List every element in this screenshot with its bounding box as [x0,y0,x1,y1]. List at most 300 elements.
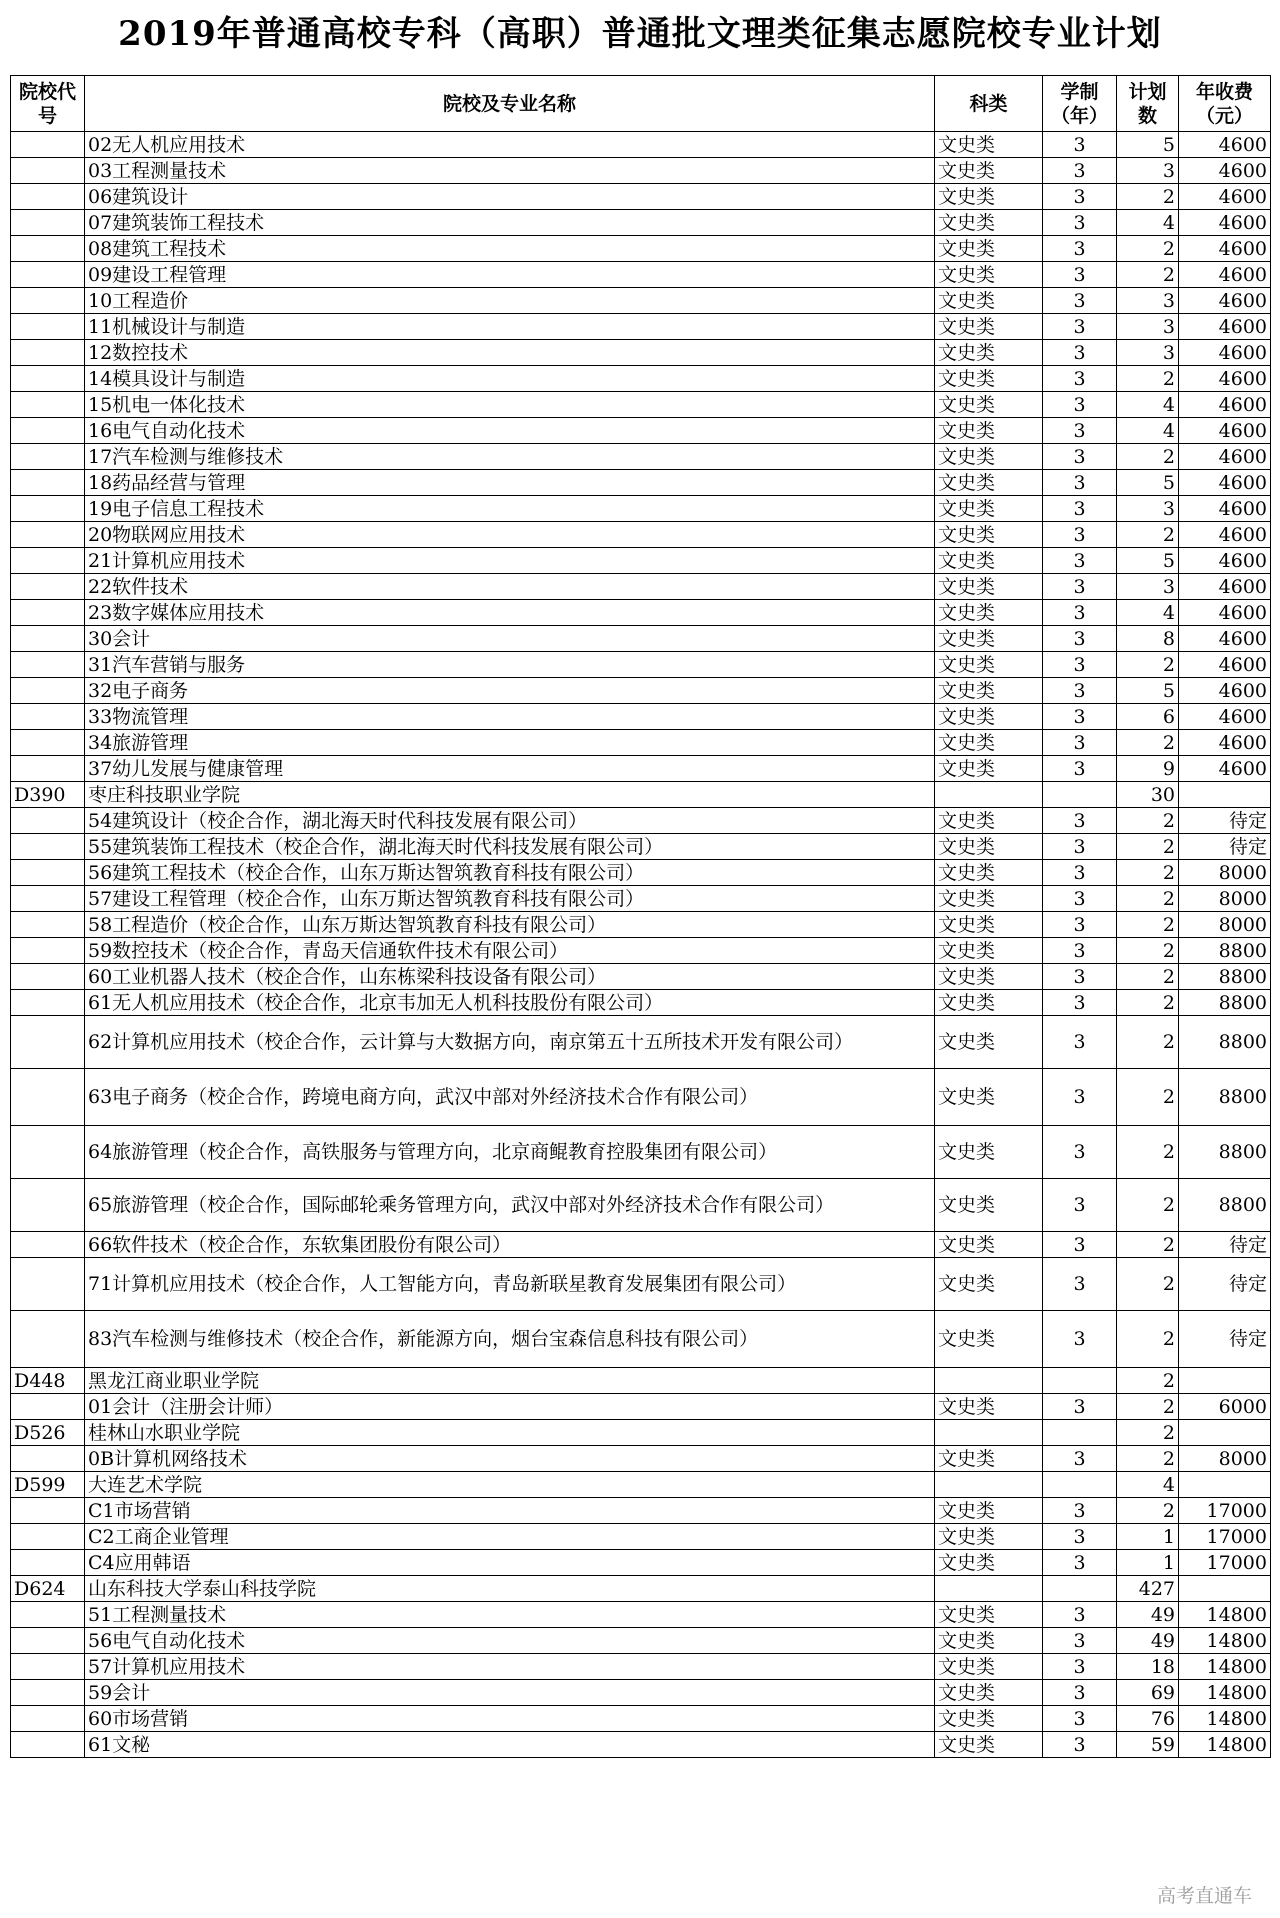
fee-cell: 14800 [1179,1732,1271,1758]
major-name: 10工程造价 [85,288,935,314]
school-code: D390 [11,782,85,808]
years-cell: 3 [1043,730,1117,756]
category-cell: 文史类 [935,548,1043,574]
major-name: 11机械设计与制造 [85,314,935,340]
fee-cell [1179,1420,1271,1446]
major-row [11,964,1271,990]
category-cell: 文史类 [935,1016,1043,1069]
plan-count-cell: 5 [1117,470,1179,496]
fee-cell: 4600 [1179,704,1271,730]
plan-count-cell: 18 [1117,1654,1179,1680]
plan-count-cell: 76 [1117,1706,1179,1732]
school-code: D624 [11,1576,85,1602]
major-name: 71计算机应用技术（校企合作，人工智能方向，青岛新联星教育发展集团有限公司） [85,1258,935,1311]
fee-cell: 4600 [1179,678,1271,704]
major-name: 34旅游管理 [85,730,935,756]
header-category: 科类 [935,76,1043,132]
plan-count-cell: 69 [1117,1680,1179,1706]
school-code [11,262,85,288]
years-cell: 3 [1043,1732,1117,1758]
major-name: 20物联网应用技术 [85,522,935,548]
school-row [11,1368,1271,1394]
major-name: 31汽车营销与服务 [85,652,935,678]
years-cell [1043,1576,1117,1602]
major-name: 17汽车检测与维修技术 [85,444,935,470]
major-name: 65旅游管理（校企合作，国际邮轮乘务管理方向，武汉中部对外经济技术合作有限公司） [85,1179,935,1232]
category-cell: 文史类 [935,704,1043,730]
fee-cell: 4600 [1179,392,1271,418]
category-cell: 文史类 [935,288,1043,314]
category-cell: 文史类 [935,626,1043,652]
school-code [11,210,85,236]
major-row [11,262,1271,288]
category-cell [935,1576,1043,1602]
fee-cell: 4600 [1179,600,1271,626]
header-fee: 年收费（元） [1179,76,1271,132]
school-code: D526 [11,1420,85,1446]
plan-count-cell: 30 [1117,782,1179,808]
plan-count-cell: 3 [1117,574,1179,600]
major-row [11,522,1271,548]
plan-count-cell: 2 [1117,184,1179,210]
category-cell: 文史类 [935,990,1043,1016]
plan-count-cell: 4 [1117,600,1179,626]
fee-cell: 4600 [1179,132,1271,158]
fee-cell: 8800 [1179,1126,1271,1179]
major-name: 06建筑设计 [85,184,935,210]
fee-cell: 4600 [1179,730,1271,756]
major-name: 37幼儿发展与健康管理 [85,756,935,782]
plan-count-cell: 2 [1117,938,1179,964]
major-name: 02无人机应用技术 [85,132,935,158]
school-code [11,392,85,418]
years-cell: 3 [1043,678,1117,704]
category-cell: 文史类 [935,1602,1043,1628]
school-code [11,1446,85,1472]
category-cell: 文史类 [935,1126,1043,1179]
fee-cell: 8800 [1179,1016,1271,1069]
major-row [11,1179,1271,1232]
fee-cell: 4600 [1179,548,1271,574]
years-cell: 3 [1043,1446,1117,1472]
plan-count-cell: 4 [1117,418,1179,444]
category-cell: 文史类 [935,522,1043,548]
school-code [11,132,85,158]
plan-count-cell: 3 [1117,496,1179,522]
category-cell: 文史类 [935,886,1043,912]
school-code [11,1602,85,1628]
category-cell: 文史类 [935,470,1043,496]
plan-count-cell: 2 [1117,1498,1179,1524]
category-cell: 文史类 [935,1628,1043,1654]
major-row [11,366,1271,392]
category-cell: 文史类 [935,730,1043,756]
school-code [11,652,85,678]
school-row [11,1472,1271,1498]
category-cell: 文史类 [935,678,1043,704]
years-cell: 3 [1043,834,1117,860]
years-cell [1043,1420,1117,1446]
category-cell: 文史类 [935,1680,1043,1706]
category-cell: 文史类 [935,496,1043,522]
major-row [11,418,1271,444]
years-cell: 3 [1043,184,1117,210]
fee-cell: 17000 [1179,1550,1271,1576]
school-code [11,1628,85,1654]
years-cell: 3 [1043,210,1117,236]
major-row [11,1498,1271,1524]
plan-count-cell: 2 [1117,236,1179,262]
school-code [11,470,85,496]
school-code: D448 [11,1368,85,1394]
category-cell: 文史类 [935,808,1043,834]
plan-count-cell: 2 [1117,860,1179,886]
school-name: 山东科技大学泰山科技学院 [85,1576,935,1602]
fee-cell: 8800 [1179,938,1271,964]
header-code: 院校代号 [11,76,85,132]
years-cell: 3 [1043,574,1117,600]
fee-cell: 4600 [1179,470,1271,496]
major-name: 61无人机应用技术（校企合作，北京韦加无人机科技股份有限公司） [85,990,935,1016]
major-row [11,1654,1271,1680]
category-cell: 文史类 [935,1311,1043,1368]
plan-count-cell: 2 [1117,1069,1179,1126]
school-code [11,1654,85,1680]
category-cell: 文史类 [935,1258,1043,1311]
school-name: 枣庄科技职业学院 [85,782,935,808]
years-cell: 3 [1043,964,1117,990]
years-cell: 3 [1043,288,1117,314]
school-code [11,886,85,912]
plan-count-cell: 2 [1117,834,1179,860]
years-cell [1043,1472,1117,1498]
years-cell: 3 [1043,1654,1117,1680]
years-cell: 3 [1043,340,1117,366]
category-cell: 文史类 [935,652,1043,678]
major-row [11,574,1271,600]
major-name: 0B计算机网络技术 [85,1446,935,1472]
school-row [11,1576,1271,1602]
years-cell: 3 [1043,158,1117,184]
major-row [11,704,1271,730]
years-cell: 3 [1043,1628,1117,1654]
category-cell: 文史类 [935,1706,1043,1732]
plan-count-cell: 1 [1117,1550,1179,1576]
major-row [11,1311,1271,1368]
major-name: 66软件技术（校企合作，东软集团股份有限公司） [85,1232,935,1258]
school-code [11,1311,85,1368]
major-name: 57计算机应用技术 [85,1654,935,1680]
category-cell [935,782,1043,808]
category-cell: 文史类 [935,340,1043,366]
years-cell: 3 [1043,236,1117,262]
years-cell: 3 [1043,1550,1117,1576]
years-cell: 3 [1043,470,1117,496]
major-name: 12数控技术 [85,340,935,366]
school-code [11,990,85,1016]
school-code [11,1069,85,1126]
fee-cell: 4600 [1179,496,1271,522]
years-cell: 3 [1043,1258,1117,1311]
category-cell: 文史类 [935,236,1043,262]
years-cell: 3 [1043,548,1117,574]
major-name: 64旅游管理（校企合作，高铁服务与管理方向，北京商鲲教育控股集团有限公司） [85,1126,935,1179]
fee-cell: 待定 [1179,1232,1271,1258]
major-row [11,496,1271,522]
plan-count-cell: 2 [1117,886,1179,912]
plan-count-cell: 9 [1117,756,1179,782]
fee-cell: 4600 [1179,366,1271,392]
fee-cell: 4600 [1179,210,1271,236]
school-code [11,1706,85,1732]
major-row [11,1446,1271,1472]
school-code [11,1732,85,1758]
fee-cell: 4600 [1179,184,1271,210]
school-code [11,340,85,366]
major-name: 83汽车检测与维修技术（校企合作，新能源方向，烟台宝森信息科技有限公司） [85,1311,935,1368]
school-code [11,1680,85,1706]
plan-count-cell: 3 [1117,158,1179,184]
years-cell: 3 [1043,1016,1117,1069]
fee-cell: 8000 [1179,886,1271,912]
major-name: 22软件技术 [85,574,935,600]
major-row [11,1016,1271,1069]
fee-cell: 8800 [1179,1179,1271,1232]
major-row [11,210,1271,236]
plan-count-cell: 1 [1117,1524,1179,1550]
category-cell: 文史类 [935,964,1043,990]
years-cell: 3 [1043,1498,1117,1524]
header-name: 院校及专业名称 [85,76,935,132]
fee-cell: 8800 [1179,964,1271,990]
plan-count-cell: 8 [1117,626,1179,652]
category-cell: 文史类 [935,392,1043,418]
fee-cell: 4600 [1179,626,1271,652]
major-name: C2工商企业管理 [85,1524,935,1550]
plan-count-cell: 4 [1117,392,1179,418]
fee-cell: 4600 [1179,444,1271,470]
plan-count-cell: 2 [1117,1394,1179,1420]
category-cell: 文史类 [935,1394,1043,1420]
years-cell: 3 [1043,912,1117,938]
category-cell: 文史类 [935,418,1043,444]
plan-count-cell: 2 [1117,912,1179,938]
fee-cell: 8000 [1179,1446,1271,1472]
major-name: 63电子商务（校企合作，跨境电商方向，武汉中部对外经济技术合作有限公司） [85,1069,935,1126]
plan-count-cell: 2 [1117,366,1179,392]
years-cell: 3 [1043,418,1117,444]
school-code [11,1258,85,1311]
fee-cell: 17000 [1179,1498,1271,1524]
plan-count-cell: 2 [1117,444,1179,470]
category-cell [935,1368,1043,1394]
category-cell: 文史类 [935,1069,1043,1126]
plan-count-cell: 2 [1117,1179,1179,1232]
fee-cell: 6000 [1179,1394,1271,1420]
school-code [11,678,85,704]
category-cell: 文史类 [935,574,1043,600]
fee-cell: 待定 [1179,1258,1271,1311]
major-name: 14模具设计与制造 [85,366,935,392]
school-code [11,730,85,756]
school-name: 大连艺术学院 [85,1472,935,1498]
fee-cell [1179,1472,1271,1498]
major-name: 51工程测量技术 [85,1602,935,1628]
major-row [11,886,1271,912]
school-row [11,1420,1271,1446]
major-row [11,158,1271,184]
major-name: 01会计（注册会计师） [85,1394,935,1420]
category-cell: 文史类 [935,158,1043,184]
years-cell: 3 [1043,1706,1117,1732]
years-cell: 3 [1043,314,1117,340]
major-row [11,1524,1271,1550]
category-cell: 文史类 [935,210,1043,236]
fee-cell: 4600 [1179,262,1271,288]
major-row [11,236,1271,262]
years-cell: 3 [1043,1680,1117,1706]
years-cell: 3 [1043,808,1117,834]
fee-cell: 4600 [1179,340,1271,366]
fee-cell: 17000 [1179,1524,1271,1550]
years-cell: 3 [1043,262,1117,288]
major-row [11,184,1271,210]
years-cell: 3 [1043,1311,1117,1368]
plan-count-cell: 2 [1117,522,1179,548]
major-name: 56电气自动化技术 [85,1628,935,1654]
major-row [11,1258,1271,1311]
school-code [11,1550,85,1576]
fee-cell [1179,1576,1271,1602]
major-row [11,314,1271,340]
major-name: 55建筑装饰工程技术（校企合作，湖北海天时代科技发展有限公司） [85,834,935,860]
fee-cell: 14800 [1179,1706,1271,1732]
major-name: 58工程造价（校企合作，山东万斯达智筑教育科技有限公司） [85,912,935,938]
school-code [11,574,85,600]
fee-cell: 4600 [1179,574,1271,600]
major-name: 23数字媒体应用技术 [85,600,935,626]
plan-count-cell: 49 [1117,1602,1179,1628]
fee-cell: 4600 [1179,288,1271,314]
school-code: D599 [11,1472,85,1498]
category-cell: 文史类 [935,1654,1043,1680]
category-cell: 文史类 [935,262,1043,288]
major-name: 59会计 [85,1680,935,1706]
major-row [11,1232,1271,1258]
plan-count-cell: 427 [1117,1576,1179,1602]
fee-cell: 14800 [1179,1628,1271,1654]
fee-cell [1179,1368,1271,1394]
plan-count-cell: 2 [1117,1258,1179,1311]
fee-cell: 4600 [1179,652,1271,678]
school-code [11,444,85,470]
major-row [11,600,1271,626]
school-code [11,1179,85,1232]
years-cell: 3 [1043,860,1117,886]
header-years: 学制（年） [1043,76,1117,132]
category-cell: 文史类 [935,1446,1043,1472]
major-name: 07建筑装饰工程技术 [85,210,935,236]
major-row [11,652,1271,678]
school-code [11,1232,85,1258]
major-row [11,340,1271,366]
category-cell: 文史类 [935,184,1043,210]
major-row [11,1732,1271,1758]
major-name: 61文秘 [85,1732,935,1758]
plan-count-cell: 3 [1117,314,1179,340]
plan-count-cell: 2 [1117,1016,1179,1069]
school-code [11,418,85,444]
school-code [11,626,85,652]
years-cell: 3 [1043,600,1117,626]
plan-count-cell: 3 [1117,288,1179,314]
years-cell: 3 [1043,496,1117,522]
plan-count-cell: 2 [1117,1311,1179,1368]
school-code [11,600,85,626]
major-name: 30会计 [85,626,935,652]
plan-count-cell: 5 [1117,678,1179,704]
category-cell: 文史类 [935,834,1043,860]
major-row [11,756,1271,782]
plan-count-cell: 2 [1117,990,1179,1016]
years-cell: 3 [1043,626,1117,652]
major-name: 19电子信息工程技术 [85,496,935,522]
school-code [11,834,85,860]
major-row [11,1550,1271,1576]
major-row [11,1680,1271,1706]
major-name: 57建设工程管理（校企合作，山东万斯达智筑教育科技有限公司） [85,886,935,912]
fee-cell: 4600 [1179,314,1271,340]
category-cell: 文史类 [935,132,1043,158]
fee-cell: 14800 [1179,1654,1271,1680]
school-code [11,1498,85,1524]
major-row [11,938,1271,964]
plan-count-cell: 2 [1117,1126,1179,1179]
plan-count-cell: 2 [1117,652,1179,678]
years-cell: 3 [1043,1069,1117,1126]
major-name: 08建筑工程技术 [85,236,935,262]
major-row [11,626,1271,652]
major-name: 09建设工程管理 [85,262,935,288]
category-cell: 文史类 [935,938,1043,964]
school-code [11,288,85,314]
plan-count-cell: 2 [1117,730,1179,756]
fee-cell: 8000 [1179,860,1271,886]
school-code [11,860,85,886]
years-cell: 3 [1043,652,1117,678]
category-cell [935,1420,1043,1446]
major-row [11,548,1271,574]
category-cell: 文史类 [935,314,1043,340]
category-cell: 文史类 [935,1524,1043,1550]
major-name: 18药品经营与管理 [85,470,935,496]
years-cell: 3 [1043,1232,1117,1258]
major-name: C1市场营销 [85,1498,935,1524]
major-row [11,834,1271,860]
years-cell: 3 [1043,938,1117,964]
years-cell: 3 [1043,704,1117,730]
major-row [11,912,1271,938]
category-cell: 文史类 [935,1732,1043,1758]
school-row [11,782,1271,808]
plan-count-cell: 2 [1117,1446,1179,1472]
category-cell: 文史类 [935,366,1043,392]
major-row [11,1628,1271,1654]
major-row [11,860,1271,886]
fee-cell: 4600 [1179,158,1271,184]
plan-count-cell: 3 [1117,340,1179,366]
plan-count-cell: 2 [1117,262,1179,288]
